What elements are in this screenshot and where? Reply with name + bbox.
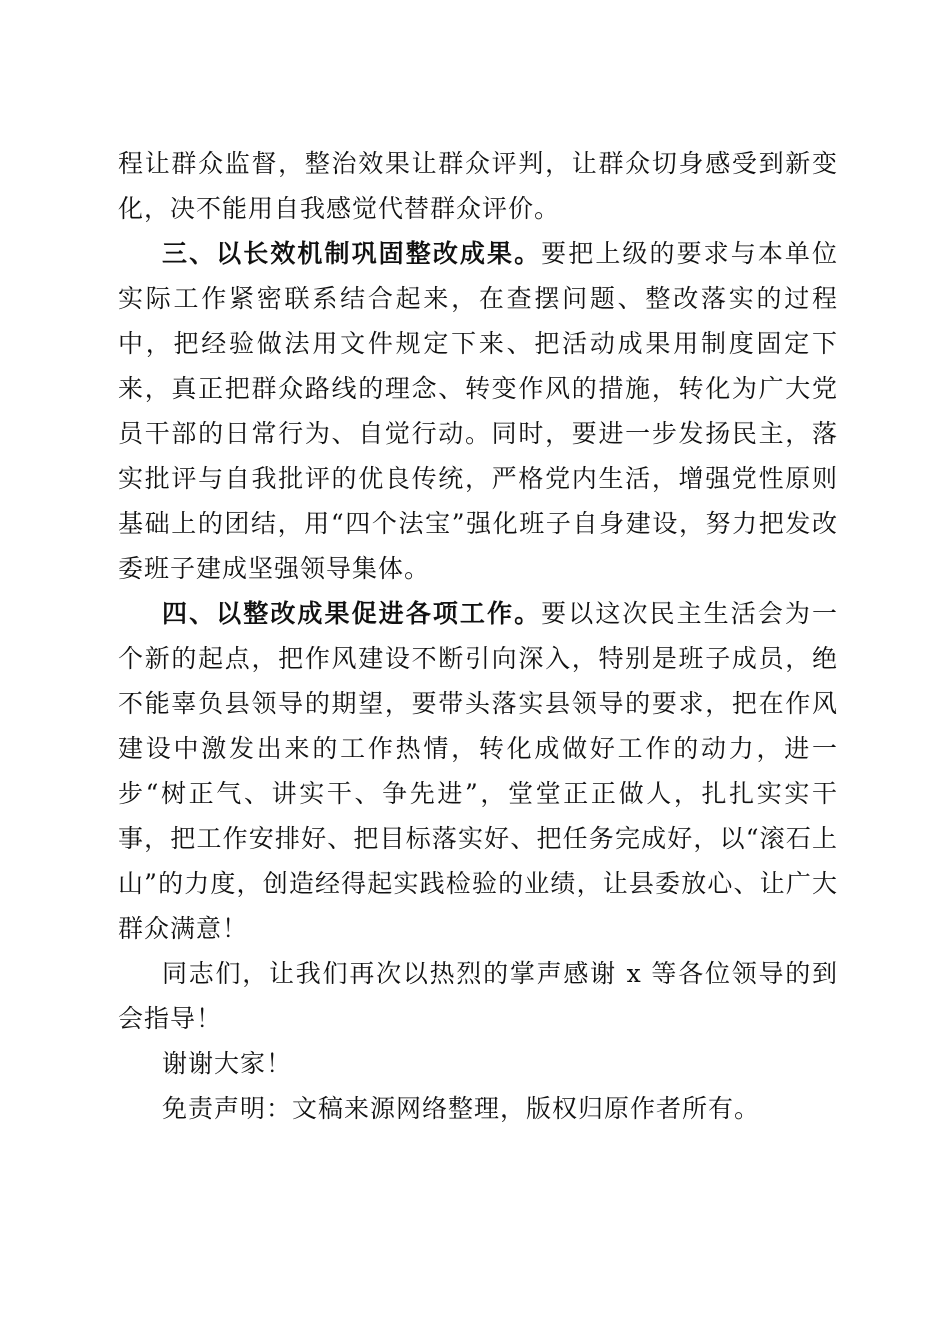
paragraph-thanks-leaders — [118, 951, 838, 1041]
paragraph-text: 程让群众监督，整治效果让群众评判，让群众切身感受到新变化，决不能用自我感觉代替群众评价。 — [118, 149, 838, 223]
paragraph-text: 同志们，让我们再次以热烈的掌声感谢 x 等各位领导的到会指导！ — [118, 959, 838, 1033]
paragraph-section-three — [118, 231, 838, 591]
document-body — [118, 141, 838, 1131]
paragraph-section-four — [118, 591, 838, 951]
paragraph-text: 要把上级的要求与本单位实际工作紧密联系结合起来，在查摆问题、整改落实的过程中，把经验做法用文件规定下来、把活动成果用制度固定下来，真正把群众路线的理念、转变作风的措施，转化为广大党员干部的日常行为、自觉行动。同时，要进一步发扬民主，落实批评与自我批评的优良传统，严格党内生活，增强党性原则基础上的团结，用“四个法宝”强化班子自身建设，努力把发改委班子建成坚强领导集体。 — [118, 239, 838, 583]
paragraph-text: 要以这次民主生活会为一个新的起点，把作风建设不断引向深入，特别是班子成员，绝不能辜负县领导的期望，要带头落实县领导的要求，把在作风建设中激发出来的工作热情，转化成做好工作的动力，进一步“树正气、讲实干、争先进”，堂堂正正做人，扎扎实实干事，把工作安排好、把目标落实好、把任务完成好，以“滚石上山”的力度，创造经得起实践检验的业绩，让县委放心、让广大群众满意！ — [118, 599, 838, 943]
paragraph-thank-you — [118, 1041, 838, 1086]
section-heading: 四、以整改成果促进各项工作。 — [162, 599, 542, 628]
paragraph-continuation — [118, 141, 838, 231]
paragraph-text: 免责声明：文稿来源网络整理，版权归原作者所有。 — [162, 1094, 761, 1123]
paragraph-text: 谢谢大家！ — [162, 1049, 293, 1078]
section-heading: 三、以长效机制巩固整改成果。 — [162, 239, 542, 268]
paragraph-disclaimer — [118, 1086, 838, 1131]
